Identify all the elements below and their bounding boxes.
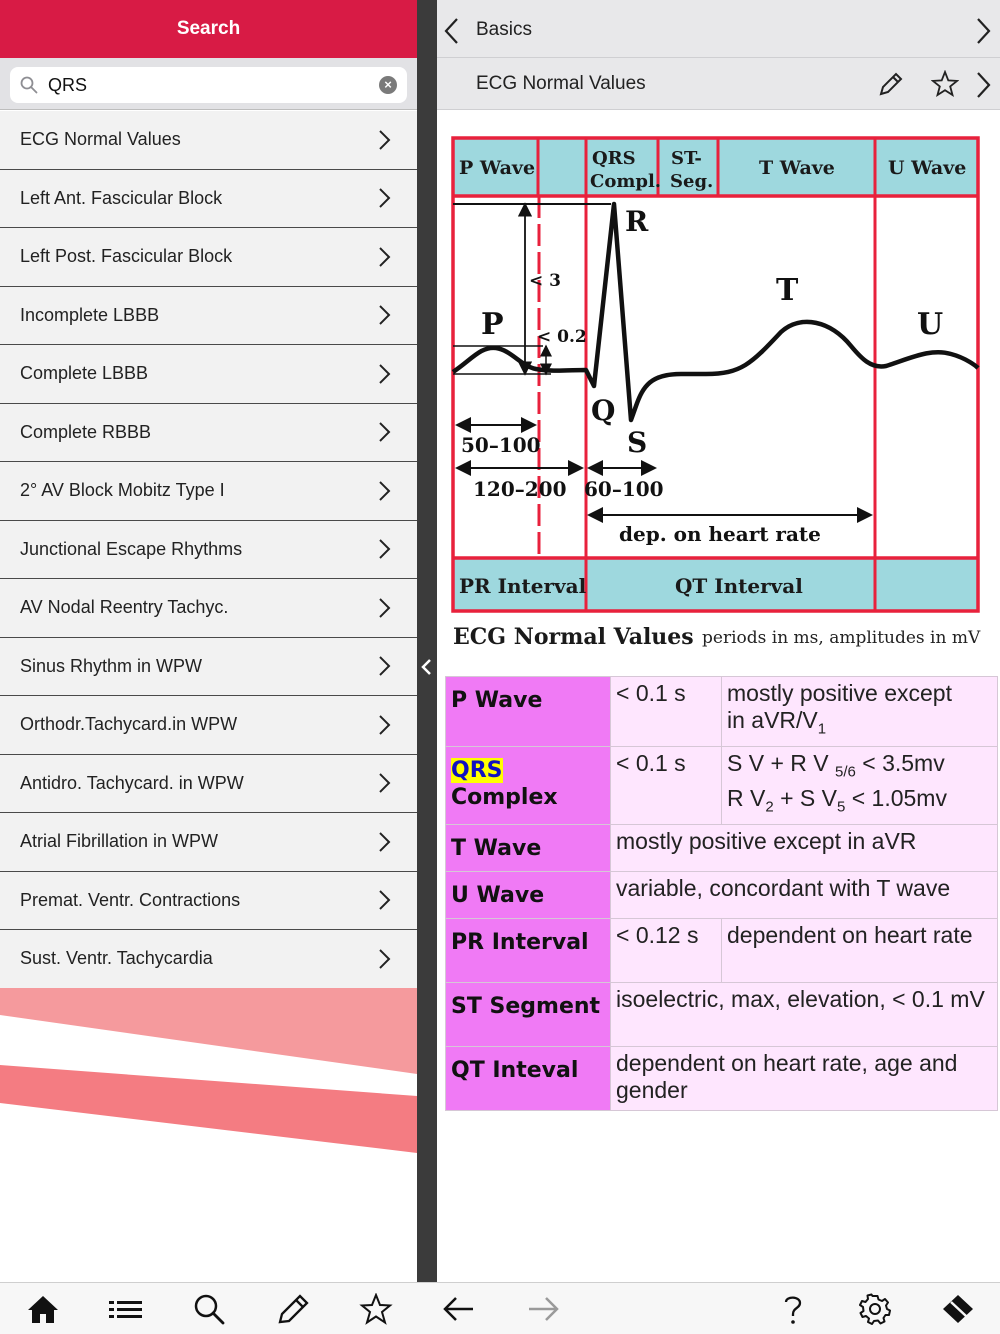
result-item[interactable] bbox=[0, 462, 417, 521]
search-input[interactable] bbox=[48, 71, 368, 99]
table-row bbox=[446, 918, 998, 982]
search-icon[interactable] bbox=[192, 1293, 226, 1325]
back-arrow-icon[interactable] bbox=[442, 1293, 476, 1325]
fig-letter-r: R bbox=[625, 205, 649, 238]
fig-header-seg: Seg. bbox=[670, 171, 714, 192]
fig-header-p-wave: P Wave bbox=[459, 157, 536, 179]
row-label: T Wave bbox=[446, 824, 611, 871]
row-description: variable, concordant with T wave bbox=[611, 871, 998, 918]
result-list bbox=[0, 111, 417, 989]
chevron-right-icon bbox=[377, 246, 391, 268]
topic-title: ECG Normal Values bbox=[476, 73, 646, 94]
search-box[interactable] bbox=[10, 67, 407, 103]
forward-chevron-icon[interactable] bbox=[972, 16, 994, 46]
back-chevron-icon[interactable] bbox=[441, 16, 463, 46]
fig-letter-u: U bbox=[917, 307, 944, 342]
row-description: dependent on heart rate bbox=[722, 918, 998, 982]
normal-values-table bbox=[445, 676, 998, 1111]
caption-title: ECG Normal Values bbox=[453, 624, 694, 650]
chevron-right-icon bbox=[377, 363, 391, 385]
result-item[interactable] bbox=[0, 872, 417, 931]
row-description: mostly positive except in aVR bbox=[611, 824, 998, 871]
collapse-chevron-icon[interactable] bbox=[417, 655, 437, 679]
pencil-icon[interactable] bbox=[276, 1293, 310, 1325]
fig-dur-qrs: 60–100 bbox=[584, 477, 664, 501]
chevron-right-icon bbox=[377, 948, 391, 970]
home-icon[interactable] bbox=[26, 1293, 60, 1325]
row-description: isoelectric, max, elevation, < 0.1 mV bbox=[611, 982, 998, 1046]
result-item-label: Left Ant. Fascicular Block bbox=[20, 187, 223, 208]
fig-letter-q: Q bbox=[591, 394, 616, 427]
result-item-label: Orthodr.Tachycard.in WPW bbox=[20, 714, 238, 735]
result-item-label: Sinus Rhythm in WPW bbox=[20, 655, 203, 676]
fig-letter-p: P bbox=[481, 307, 504, 342]
table-row bbox=[446, 746, 998, 824]
desc-subscript: 5 bbox=[836, 798, 846, 816]
fig-amp-p: < 0.2 bbox=[537, 327, 587, 347]
chevron-right-icon bbox=[377, 421, 391, 443]
chevron-right-icon bbox=[377, 597, 391, 619]
result-item-label: Premat. Ventr. Contractions bbox=[20, 889, 241, 910]
row-label-line: Complex bbox=[451, 784, 558, 810]
list-icon[interactable] bbox=[108, 1293, 142, 1325]
fig-header-compl: Compl. bbox=[590, 171, 662, 192]
fig-header-qrs: QRS bbox=[592, 148, 636, 169]
result-item[interactable] bbox=[0, 755, 417, 814]
figure-caption bbox=[453, 622, 983, 656]
row-description bbox=[722, 746, 998, 824]
star-icon[interactable] bbox=[931, 70, 959, 98]
result-item[interactable] bbox=[0, 579, 417, 638]
chevron-right-icon bbox=[377, 538, 391, 560]
table-row bbox=[446, 824, 998, 871]
gear-icon[interactable] bbox=[858, 1293, 892, 1325]
fig-header-st: ST- bbox=[671, 148, 702, 169]
nav-bar bbox=[437, 0, 1000, 58]
fig-dur-pr: 120–200 bbox=[473, 477, 567, 501]
result-item-label: Complete RBBB bbox=[20, 421, 152, 442]
caption-units: periods in ms, amplitudes in mV bbox=[702, 628, 981, 648]
chevron-right-icon bbox=[377, 655, 391, 677]
desc-part: < 1.05mv bbox=[845, 785, 947, 812]
fig-dur-qt: dep. on heart rate bbox=[619, 522, 821, 546]
row-duration: < 0.1 s bbox=[611, 677, 722, 747]
desc-line: in aVR/V bbox=[727, 707, 818, 733]
chevron-right-icon bbox=[377, 889, 391, 911]
result-item[interactable] bbox=[0, 287, 417, 346]
table-row bbox=[446, 1046, 998, 1110]
row-label: QT Inteval bbox=[446, 1046, 611, 1110]
eraser-icon[interactable] bbox=[941, 1293, 975, 1325]
result-item[interactable] bbox=[0, 228, 417, 287]
pencil-icon[interactable] bbox=[877, 70, 905, 98]
result-item[interactable] bbox=[0, 813, 417, 872]
chevron-right-icon bbox=[377, 714, 391, 736]
chevron-right-icon bbox=[377, 187, 391, 209]
row-duration: < 0.1 s bbox=[611, 746, 722, 824]
desc-part: R V bbox=[727, 785, 766, 812]
fig-letter-t: T bbox=[776, 273, 799, 308]
search-highlight: QRS bbox=[451, 757, 503, 783]
fig-footer-pr: PR Interval bbox=[459, 574, 587, 598]
result-item[interactable] bbox=[0, 696, 417, 755]
desc-part: + S V bbox=[773, 785, 837, 812]
table-row bbox=[446, 871, 998, 918]
help-icon[interactable] bbox=[776, 1293, 810, 1325]
search-pane bbox=[0, 0, 417, 1282]
bottom-toolbar bbox=[0, 1282, 1000, 1334]
result-item-label: Left Post. Fascicular Block bbox=[20, 246, 233, 267]
desc-subscript: 1 bbox=[817, 720, 827, 738]
desc-subscript: 2 bbox=[765, 798, 774, 816]
desc-subscript: 5/6 bbox=[835, 763, 856, 781]
fig-amp-r: < 3 bbox=[529, 271, 561, 291]
ecg-trace bbox=[453, 204, 978, 420]
result-item-label: Sust. Ventr. Tachycardia bbox=[20, 948, 213, 969]
forward-arrow-icon[interactable] bbox=[526, 1293, 560, 1325]
desc-part: S V + R V bbox=[727, 749, 836, 776]
result-item[interactable] bbox=[0, 638, 417, 697]
result-item-label: Junctional Escape Rhythms bbox=[20, 538, 243, 559]
result-item-label: AV Nodal Reentry Tachyc. bbox=[20, 597, 229, 618]
table-row bbox=[446, 982, 998, 1046]
result-item[interactable] bbox=[0, 930, 417, 989]
topic-bar bbox=[437, 58, 1000, 110]
result-item-label: Atrial Fibrillation in WPW bbox=[20, 831, 219, 852]
chevron-right-icon bbox=[377, 129, 391, 151]
fig-header-u-wave: U Wave bbox=[888, 157, 967, 179]
table-row bbox=[446, 677, 998, 747]
result-item-label: ECG Normal Values bbox=[20, 129, 181, 150]
result-item[interactable] bbox=[0, 170, 417, 229]
result-item-label: Antidro. Tachycard. in WPW bbox=[20, 772, 244, 793]
row-label: P Wave bbox=[446, 677, 611, 747]
fig-dur-p: 50–100 bbox=[461, 433, 541, 457]
clear-search-icon[interactable]: × bbox=[379, 76, 397, 94]
decorative-stripes bbox=[0, 988, 417, 1282]
ecg-diagram bbox=[451, 136, 996, 618]
row-label: ST Segment bbox=[446, 982, 611, 1046]
search-bar bbox=[0, 58, 417, 110]
fig-letter-s: S bbox=[627, 426, 648, 459]
chevron-right-icon bbox=[377, 772, 391, 794]
row-description bbox=[722, 677, 998, 747]
result-item[interactable] bbox=[0, 345, 417, 404]
search-header-title: Search bbox=[0, 0, 417, 58]
desc-line: mostly positive except bbox=[727, 680, 952, 706]
chevron-right-icon bbox=[377, 304, 391, 326]
result-item[interactable] bbox=[0, 404, 417, 463]
row-label: U Wave bbox=[446, 871, 611, 918]
nav-title: Basics bbox=[476, 19, 532, 40]
result-item-label: Incomplete LBBB bbox=[20, 304, 160, 325]
chevron-right-icon bbox=[377, 831, 391, 853]
desc-part: < 3.5mv bbox=[855, 749, 945, 776]
row-description: dependent on heart rate, age and gender bbox=[611, 1046, 998, 1110]
row-label bbox=[446, 746, 611, 824]
fig-header-t-wave: T Wave bbox=[759, 157, 835, 179]
result-item-label: Complete LBBB bbox=[20, 363, 149, 384]
result-item[interactable] bbox=[0, 111, 417, 170]
next-topic-chevron-icon[interactable] bbox=[972, 70, 994, 100]
result-item[interactable] bbox=[0, 521, 417, 580]
fig-footer-qt: QT Interval bbox=[675, 574, 803, 598]
chevron-right-icon bbox=[377, 480, 391, 502]
content-pane bbox=[437, 0, 1000, 1282]
split-divider[interactable] bbox=[417, 0, 437, 1282]
magnifier-icon bbox=[20, 76, 38, 94]
star-icon[interactable] bbox=[359, 1293, 393, 1325]
row-duration: < 0.12 s bbox=[611, 918, 722, 982]
row-label: PR Interval bbox=[446, 918, 611, 982]
result-item-label: 2° AV Block Mobitz Type I bbox=[20, 480, 225, 501]
